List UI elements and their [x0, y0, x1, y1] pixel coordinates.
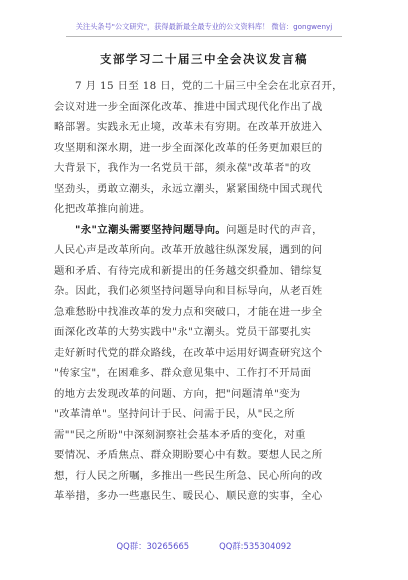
paragraph-2-line: "传家宝"，在困难多、群众意见集中、工作打不开局面 — [54, 367, 312, 379]
paragraph-2-line: 想，行人民之所嘱，多推出一些民生所急、民心所向的改 — [54, 469, 323, 482]
paragraph-1-line: 化把改革推向前进。 — [54, 203, 151, 215]
paragraph-2-line: 需""民之所盼"中深刻洞察社会基本矛盾的变化，对重 — [54, 428, 306, 441]
paragraph-2-line: 走好新时代党的群众路线，在改革中运用好调查研究这个 — [54, 346, 323, 359]
paragraph-2-line: 急难愁盼中找准改革的发力点和突破口，才能在进一步全 — [54, 305, 323, 318]
paragraph-1-line: 略部署。实践永无止境，改革未有穷期。在改革开放进入 — [54, 121, 323, 133]
document-title: 支部学习二十届三中全会决议发言稿 — [100, 52, 308, 66]
paragraph-2-line: 的地方去发现改革的问题、方向，把"问题清单"变为 — [54, 387, 301, 400]
paragraph-2-line: 人民心声是改革所向。改革开放越往纵深发展，遇到的问 — [54, 244, 323, 256]
paragraph-2-lead: "永"立潮头需要坚持问题导向。 — [75, 223, 227, 236]
paragraph-2-line: 面深化改革的大势实践中"永"立潮头。党员干部要扎实 — [54, 326, 312, 338]
paragraph-2-line: 革举措，多办一些惠民生、暖民心、顺民意的实事，全心 — [54, 490, 323, 502]
paragraph-2-line: "改革清单"。坚持问计于民、问需于民，从"民之所 — [54, 408, 295, 420]
footer-qq-group-1: QQ群：30265665 — [116, 541, 190, 551]
paragraph-1-line: 7 月 15 日至 18 日，党的二十届三中全会在北京召开， — [75, 80, 343, 92]
document-body — [54, 76, 356, 507]
paragraph-1-line: 攻坚期和深水期，进一步全面深化改革的任务更加艰巨的 — [54, 141, 323, 154]
footer-contact — [0, 540, 408, 552]
paragraph-2-line: 题和矛盾、有待完成和新提出的任务越交织叠加、错综复 — [54, 264, 323, 277]
paragraph-1-line: 坚劲头，勇敢立潮头，永远立潮头，紧紧围绕中国式现代 — [54, 182, 323, 195]
header-divider — [66, 36, 342, 37]
paragraph-2-line: 要情况、矛盾焦点、群众期盼要心中有数。要想人民之所 — [54, 449, 323, 461]
paragraph-2-first-line — [54, 220, 356, 241]
paragraph-2-line: 杂。因此，我们必须坚持问题导向和目标导向，从老百姓 — [54, 285, 323, 297]
paragraph-1-line: 会议对进一步全面深化改革、推进中国式现代化作出了战 — [54, 100, 323, 113]
footer-qq-group-2: QQ群:535304092 — [219, 541, 292, 551]
paragraph-2-first-rest: 问题是时代的声音， — [226, 223, 323, 236]
header-banner: 关注头条号"公文研究"，获得最新最全最专业的公文资料库！ 微信：gongwenyj — [75, 22, 333, 31]
paragraph-1-line: 大背景下，我作为一名党员干部，须永葆"改革者"的攻 — [54, 162, 312, 174]
